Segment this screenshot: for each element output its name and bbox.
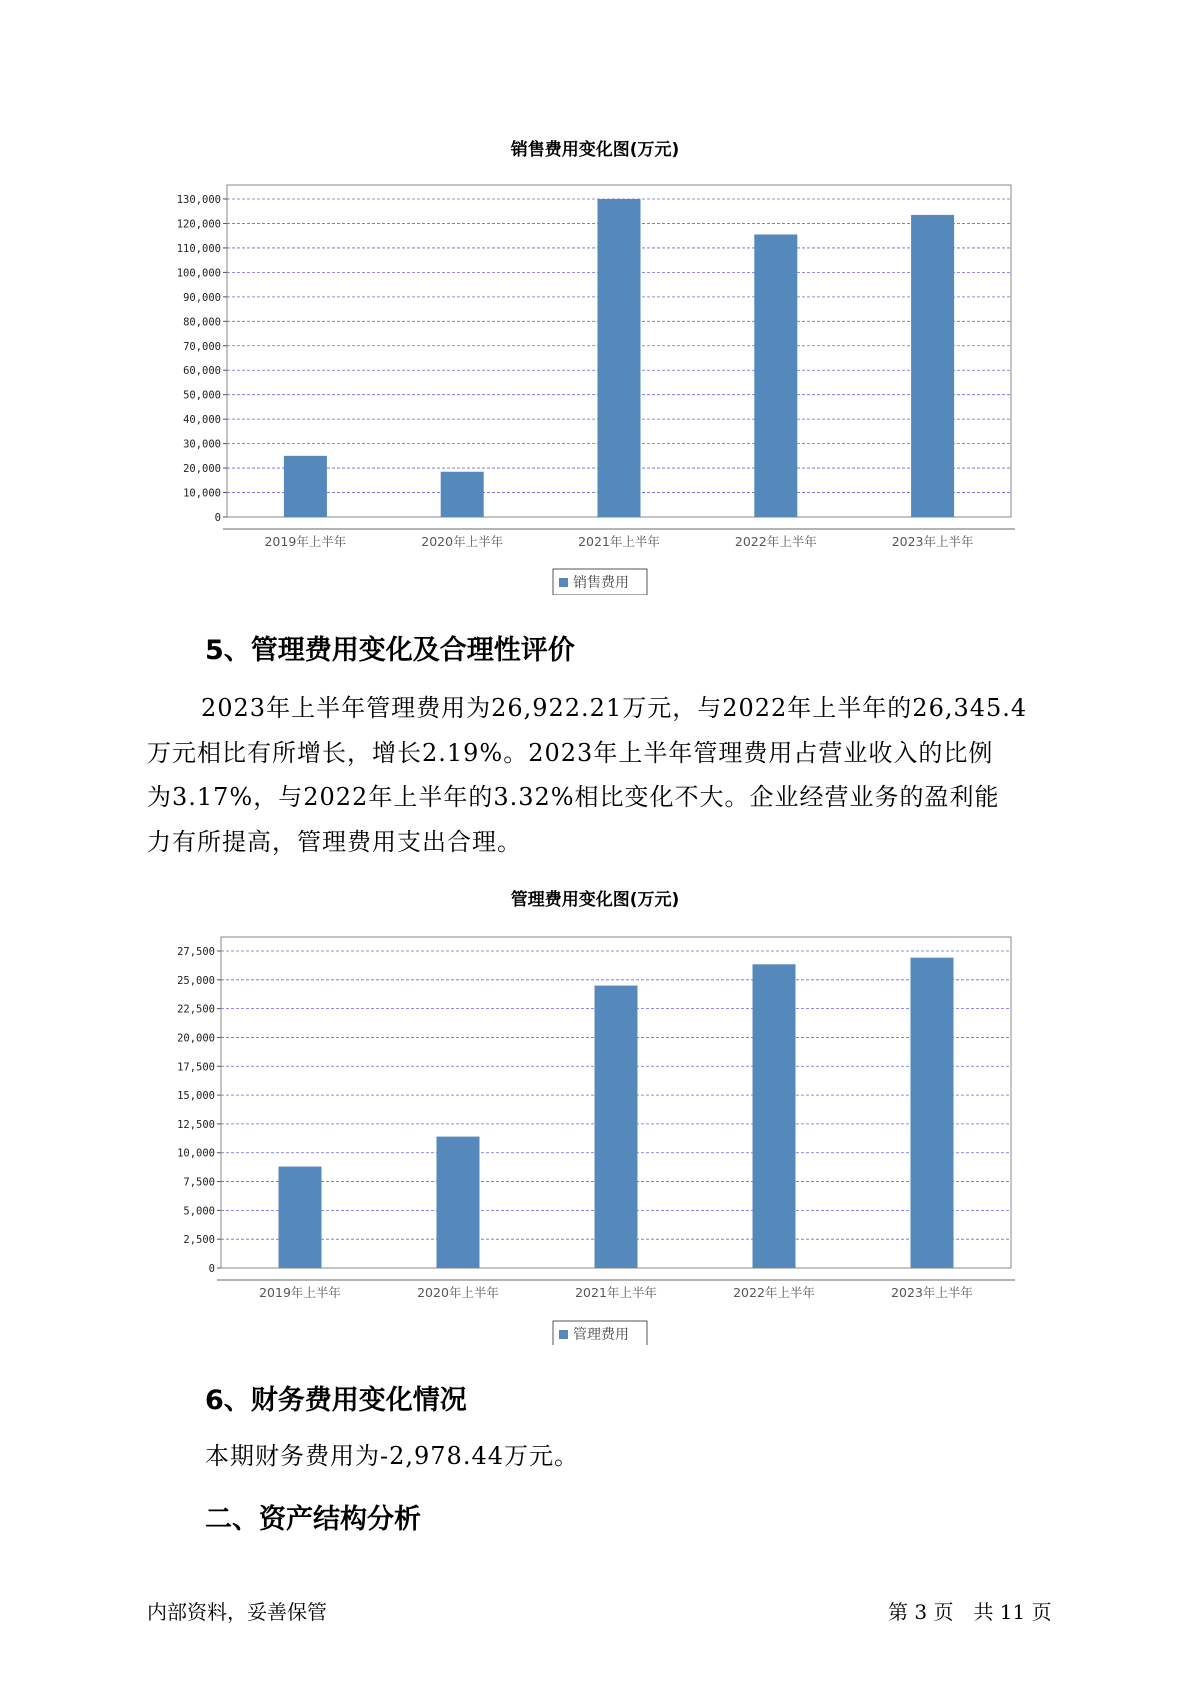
bar [279,1167,322,1268]
y-tick-label: 70,000 [183,340,221,353]
bar [911,958,954,1268]
y-tick-label: 30,000 [183,438,221,451]
section5-line-3: 为3.17%，与2022年上半年的3.32%相比变化不大。企业经营业务的盈利能 [147,783,1000,811]
y-tick-label: 100,000 [176,267,221,280]
sales-expense-chart-svg [0,135,1191,595]
y-tick-label: 80,000 [183,316,221,329]
section5-line-1: 2023年上半年管理费用为26,922.21万元，与2022年上半年的26,345.4 [201,694,1028,722]
x-tick-label: 2020年上半年 [421,534,504,549]
y-tick-label: 2,500 [183,1234,215,1247]
x-tick-label: 2022年上半年 [733,1285,815,1300]
y-tick-label: 22,500 [177,1003,215,1016]
y-tick-label: 110,000 [176,242,221,255]
section5-heading: 5、管理费用变化及合理性评价 [205,635,575,666]
x-tick-label: 2022年上半年 [734,534,817,549]
bar [598,199,641,517]
section6-text: 本期财务费用为-2,978.44万元。 [205,1442,579,1470]
y-tick-label: 0 [214,512,221,524]
x-tick-label: 2019年上半年 [259,1285,341,1300]
footer-left: 内部资料，妥善保管 [147,1600,327,1624]
bar [754,234,797,517]
y-tick-label: 120,000 [176,218,221,231]
chart-title: 管理费用变化图(万元) [510,890,680,910]
admin-expense-chart-svg [0,885,1191,1345]
sales-expense-chart [0,135,1191,595]
y-tick-label: 5,000 [183,1205,215,1218]
section-two-heading: 二、资产结构分析 [205,1504,421,1535]
bar [441,472,484,517]
section5-line-2: 万元相比有所增长，增长2.19%。2023年上半年管理费用占营业收入的比例 [147,738,994,767]
y-tick-label: 60,000 [183,365,221,378]
y-tick-label: 50,000 [183,389,221,402]
y-tick-label: 130,000 [176,194,221,206]
x-tick-label: 2019年上半年 [264,534,347,549]
chart-title: 销售费用变化图(万元) [510,140,680,160]
bar [595,986,638,1268]
y-tick-label: 25,000 [177,974,215,987]
x-tick-label: 2021年上半年 [575,1285,657,1300]
x-tick-label: 2020年上半年 [417,1285,499,1300]
y-tick-label: 20,000 [183,463,221,476]
section5-paragraph [147,686,1063,864]
y-tick-label: 10,000 [183,487,221,500]
y-tick-label: 12,500 [177,1118,215,1131]
y-tick-label: 27,500 [177,946,215,958]
y-tick-label: 17,500 [177,1061,215,1074]
footer-page-number: 第 3 页 共 11 页 [888,1600,1052,1624]
legend-label: 销售费用 [573,575,629,591]
section6-heading: 6、财务费用变化情况 [205,1385,467,1416]
legend-swatch [559,578,568,587]
bar [911,215,954,517]
x-tick-label: 2023年上半年 [891,534,974,549]
x-tick-label: 2023年上半年 [891,1285,973,1300]
y-tick-label: 40,000 [183,414,221,427]
bar [753,964,796,1268]
y-tick-label: 7,500 [183,1176,215,1189]
section5-line-4: 力有所提高，管理费用支出合理。 [147,827,522,856]
bar [284,456,327,517]
admin-expense-chart [0,885,1191,1345]
legend-label: 管理费用 [573,1327,629,1343]
y-tick-label: 10,000 [177,1147,215,1160]
bar [437,1137,480,1268]
y-tick-label: 90,000 [183,291,221,304]
y-tick-label: 0 [208,1263,215,1275]
legend-swatch [559,1330,568,1339]
x-tick-label: 2021年上半年 [578,534,660,549]
y-tick-label: 15,000 [177,1090,215,1103]
y-tick-label: 20,000 [177,1032,215,1045]
